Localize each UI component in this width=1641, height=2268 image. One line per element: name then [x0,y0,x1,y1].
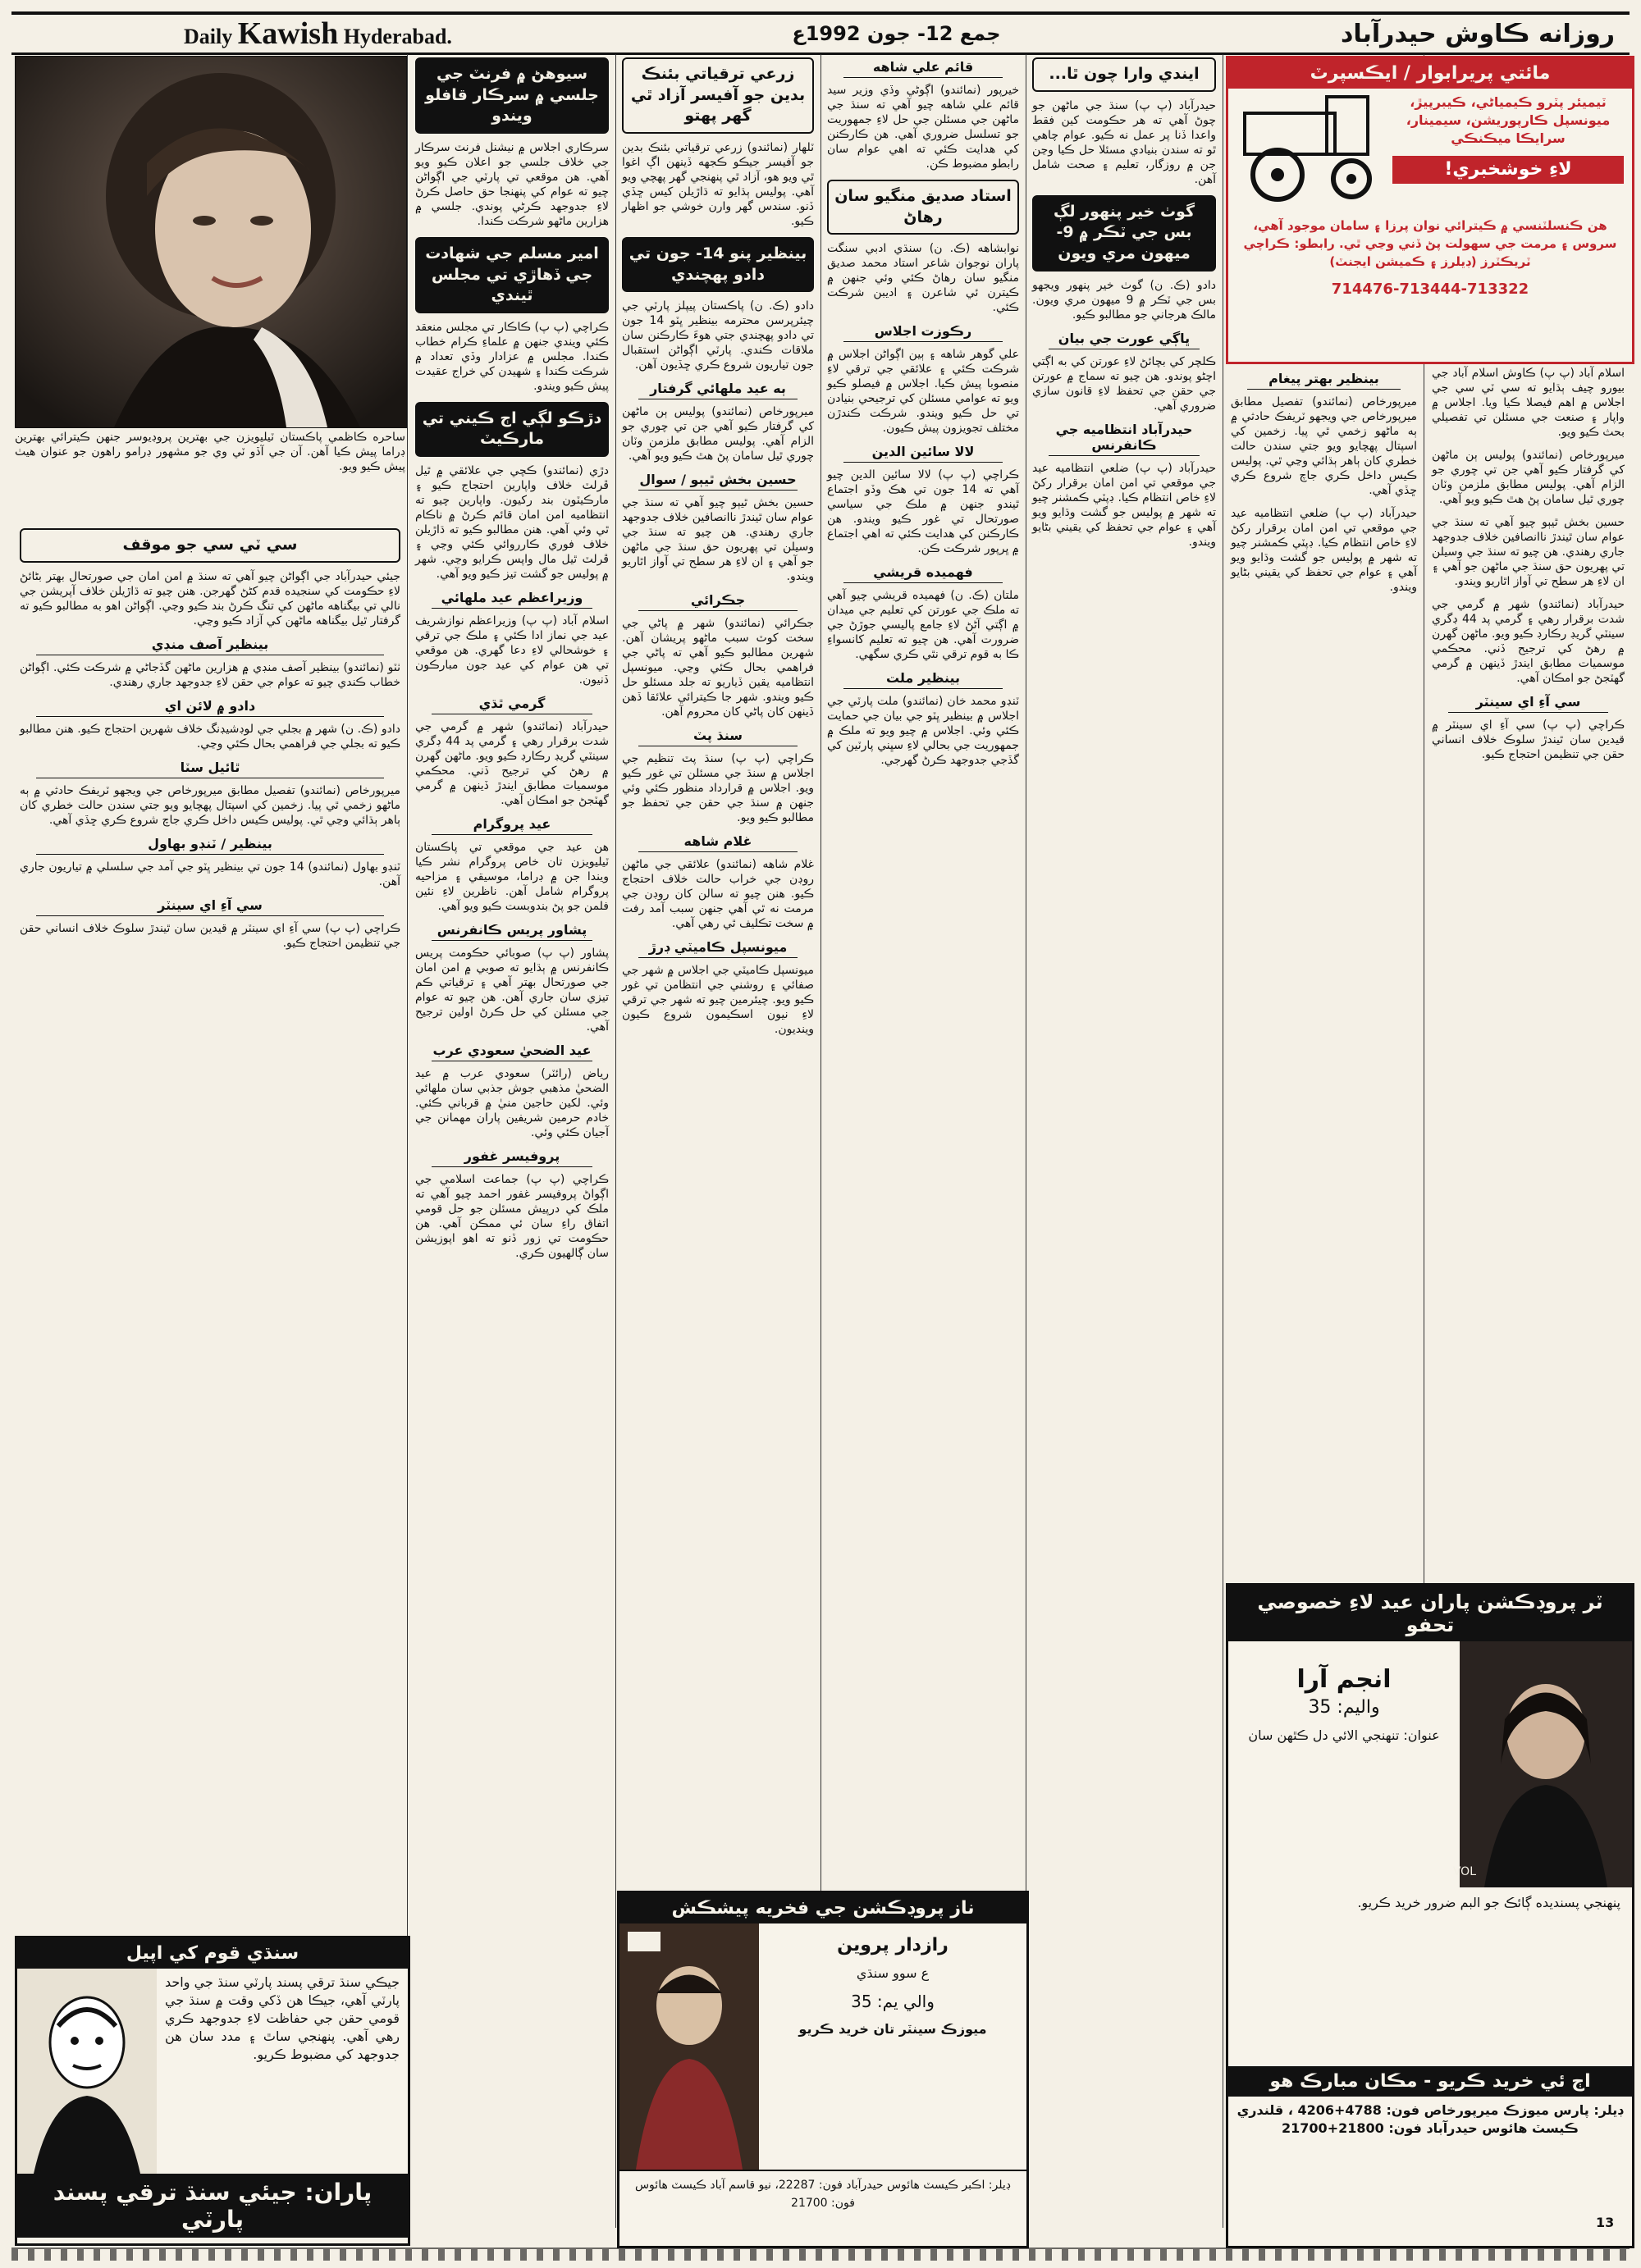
article [1032,57,1216,187]
article [20,528,400,628]
article-body: ڪراچي (پ پ) لالا سائين الدين چيو آهي ته 14 جون تي هڪ وڏو اجتماع ٿيندو جنهن ۾ ملڪ جي سياسي صورتحال تي غور ڪيو ويندو. هن ڪارڪنن کي هدايت ڪئي ته اهي اجتماع ۾ ڀرپور شرڪت ڪن. [827,468,1020,556]
ad-body: پنهنجي پسنديده ڳائڪ جو البم ضرور خريد ڪريو. [1357,1895,1620,1910]
article [415,922,609,1034]
article-body: ميرپورخاص (نمائندو) تفصيل مطابق ميرپورخاص جي ويجهو ٽريفڪ حادثي ۾ ٻه ماڻهو زخمي ٿي پيا. زخمين کي اسپتال پهچايو ويو جتي سندن حالت خطري کان ٻاهر ٻڌائي وڃي ٿي. پوليس ڪيس داخل ڪري جاچ شروع ڪري ڇڏي آهي. [20,783,400,827]
svg-text:VOL: VOL [1452,1865,1476,1878]
column-4 [822,54,1024,1883]
article-body: ميرپورخاص (نمائندو) پوليس ٻن ماڻهن کي گرفتار ڪيو آهي جن تي چوري جو الزام آهي. پوليس مطابق ملزمن وٽان چوري ٿيل سامان پڻ هٿ ڪيو ويو آهي. [622,405,814,463]
column-5 [1027,54,1221,2228]
article-body: دادو (ڪ. ن) گوٺ خير پنهور ويجهو بس جي ٽڪر ۾ 9 ميهون مري ويون. مالڪ هرجاني جو مطالبو ڪيو. [1032,278,1216,322]
article-body: حسين بخش ٿيٻو چيو آهي ته سنڌ جي عوام سان ٿيندڙ ناانصافين خلاف جدوجهد جاري رهندي. هن چيو ته سنڌ جي وسيلن تي پهريون حق سنڌ جي ماڻهن جو آهي ۽ ان لاءِ هر سطح تي آواز اٿاريو ويندو. [1432,516,1625,588]
article [415,696,609,808]
article [20,897,400,951]
portrait-sketch [17,1969,157,2174]
article [1231,506,1417,595]
article-subhead: بينظير ملت [843,670,1003,689]
article-headline: سي ٽي سي جو موقف [20,528,400,563]
ad-footer: پاران: جيئي سنڌ ترقي پسند پارٽي [17,2174,408,2238]
article [827,59,1019,171]
article-headline: استاد صديق منگيو سان رهاڻ [827,180,1019,235]
article [20,760,400,828]
article [20,637,400,690]
article-body: رياض (رائٽر) سعودي عرب ۾ عيد الضحيٰ مذهبي جوش جذبي سان ملهائي وئي. لکين حاجين منيٰ ۾ قرباني ڪئي. خادم حرمين شريفين پاران مهمانن جي آجيان ڪئي وئي. [415,1067,609,1140]
article [1432,448,1625,507]
masthead [11,11,1630,55]
article-subhead: بينظير / ٽنڊو بهاول [36,836,384,855]
article [415,237,609,394]
article-body: ڪراچي (پ پ) جماعت اسلامي جي اڳواڻ پروفيسر غفور احمد چيو آهي ته ملڪ کي درپيش مسئلن جو حل قومي اتفاق راءِ سان ئي ممڪن آهي. هن حڪومت تي زور ڏنو ته اهو اپوزيشن سان ڳالهيون ڪري. [415,1173,609,1261]
article-body: دادو (ڪ. ن) پاڪستان پيپلز پارٽي جي چيئرپرسن محترمه بينظير ڀٽو 14 جون تي دادو پهچندي جتي هوءَ ڪارڪنن سان ملاقات ڪندي. پارٽي اڳواڻن استقبال جون تياريون شروع ڪري ڇڏيون آهن. [622,299,814,372]
article [1432,515,1625,589]
article-body: ميرپورخاص (نمائندو) تفصيل مطابق ميرپورخاص جي ويجهو ٽريفڪ حادثي ۾ ٻه ماڻهو زخمي ٿي پيا. زخمين کي اسپتال پهچايو ويو جتي سندن حالت خطري کان ٻاهر ٻڌائي وڃي ٿي. پوليس ڪيس داخل ڪري جاچ شروع ڪري ڇڏي آهي. [1231,395,1417,497]
ad-details: هن ڪنسلٽنسي ۾ ڪيترائي نوان پرزا ۽ سامان موجود آهي، سروس ۽ مرمت جي سهولت پڻ ڏني وڃي ٿي. رابطو: ڪراچي ٽريڪٽرز (ڊيلرز ۽ ڪميشن ايجنٽ) [1243,218,1617,269]
article [1032,331,1216,413]
photo-caption: ساحره ڪاظمي پاڪستان ٽيليويزن جي بهترين پروڊيوسر جنهن ڪيترائي بهترين ڊراما پيش ڪيا آهن. آن جي آڏو ٽي وي جو مشهور ڊرامو راهون جو عنوان هيٺ پيش ڪيو ويو. [15,431,405,473]
article-subhead: پشاور پريس ڪانفرنس [432,922,592,941]
article-subhead: پروفيسر غفور [432,1148,592,1167]
masthead-prefix: Daily [184,25,233,48]
article-headline: ايندي وارا چون ٿا... [1032,57,1216,92]
article-body: ڪراچي (پ پ) سي آءِ اي سينٽر ۾ قيدين سان ٿيندڙ سلوڪ خلاف انساني حقن جي تنظيمن احتجاج ڪيو. [1432,719,1625,761]
article-subhead: بينظير بهتر پيغام [1247,371,1401,390]
article [622,833,814,931]
article-subhead: بينظير آصف منڊي [36,637,384,655]
article [622,57,814,229]
article [622,237,814,372]
article-body: جڪرائي (نمائندو) شهر ۾ پاڻي جي سخت کوٽ سبب ماڻهو پريشان آهن. شهرين مطالبو ڪيو آهي ته پاڻي جي فراهمي بحال ڪئي وڃي. ميونسپل انتظاميه يقين ڏياريو ته جلد مسئلو حل ڪيو ويندو. شهر جا ڪيترائي علائقا ڏهن ڏينهن کان پاڻي کان محروم آهن. [622,617,814,719]
ad-services: ٽيميئر پٽرو ڪيمياڻي، ڪيبرپيڙ، ميونسپل ڪارپوريشن، سيمينار، سرايڪا ميڪنڪي [1406,94,1611,146]
article [415,57,609,229]
article [622,592,814,719]
page-number: 13 [1596,2215,1615,2230]
column-rule [407,54,408,2228]
article-subhead: ٿائيل سٽا [36,760,384,778]
article [827,444,1019,556]
ad-headline: ٽر پروڊڪشن پاران عيد لاءِ خصوصي تحفو [1228,1586,1632,1641]
article [622,381,814,463]
article-body: علي گوهر شاهه ۽ ٻين اڳواڻن اجلاس ۾ شرڪت ڪئي ۽ علائقي جي ترقي لاءِ منصوبا پيش ڪيا. اجلاس ۾ فيصلو ڪيو ويو ته عوامي مسئلن کي ترجيحي بنيادن تي حل ڪيو ويندو. شرڪت ڪندڙن مختلف تجويزون پيش ڪيون. [827,348,1019,436]
party-appeal-ad [15,1936,410,2246]
portrait-photo [15,56,407,428]
eid-album-ad [1226,1583,1634,2248]
article [1432,597,1625,686]
album-cover [1452,1641,1632,1887]
article-body: حسين بخش ٿيٻو چيو آهي ته سنڌ جي عوام سان ٿيندڙ ناانصافين خلاف جدوجهد جاري رهندي. هن چيو ته سنڌ جي وسيلن تي پهريون حق سنڌ جي ماڻهن جو آهي ۽ ان لاءِ هر سطح تي آواز اٿاريو ويندو. [622,496,814,584]
ad-volume: واليم: 35 [1308,1697,1380,1718]
article [827,670,1019,768]
article-body: ڪراچي (پ پ) سنڌ پٽ تنظيم جي اجلاس ۾ سنڌ جي مسئلن تي غور ڪيو ويو. اجلاس ۾ قرارداد منظور ڪئي وئي جنهن ۾ سنڌ جي حقن جي تحفظ جو مطالبو ڪيو ويو. [622,752,814,825]
article-subhead: ڀاڳي عورت جي بيان [1049,331,1200,349]
column-3 [617,54,819,1883]
column-7 [1427,366,1630,1572]
article-subhead: فهميده قريشي [843,564,1003,583]
article-subhead: حيدرآباد انتظاميه جي ڪانفرنس [1049,422,1200,456]
article-subhead: سي آءِ اي سينٽر [36,897,384,916]
ad-artist: انجم آرا [1296,1665,1392,1694]
article-body: هن عيد جي موقعي تي پاڪستان ٽيليويزن تان خاص پروگرام نشر ڪيا ويندا جن ۾ ڊراما، موسيقي ۽ مزاحيه پروگرام شامل آهن. ناظرين لاءِ نئين فلمن جو پڻ بندوبست ڪيو ويو آهي. [415,841,609,914]
ad-dealers: ڊيلر: پارس ميوزڪ ميرپورخاص فون: 4788+4206 ، قلندري ڪيسٽ هائوس حيدرآباد فون: 21800+21700 [1236,2102,1624,2136]
article-body: نوابشاهه (ڪ. ن) سنڌي ادبي سنگت پاران نوجوان شاعر استاد محمد صديق منگيو سان رهاڻ ڪئي وئي جنهن ۾ ڪيترن ئي شاعرن ۽ اديبن شرڪت ڪئي. [827,242,1019,315]
article [1032,195,1216,322]
tractor-icon [1228,89,1384,212]
article-body: حيدرآباد (نمائندو) شهر ۾ گرمي جي شدت برقرار رهي ۽ گرمي پد 44 ڊگري سينٽي گريڊ رڪارڊ ڪيو ويو. ماڻهن گهرن ۾ رهڻ کي ترجيح ڏني. محڪمي موسميات مطابق ايندڙ ڏينهن ۾ گرمي گهٽجڻ جو امڪان آهي. [1432,598,1625,685]
article [1032,422,1216,550]
article-body: دادو (ڪ. ن) شهر ۾ بجلي جي لوڊشيڊنگ خلاف شهرين احتجاج ڪيو. هنن مطالبو ڪيو ته بجلي جي فراهمي بحال ڪئي وڃي. [20,722,400,751]
article-subhead: سي آءِ اي سينٽر [1448,694,1608,713]
article [415,1148,609,1261]
article-subhead: وزيراعظم عيد ملهائي [432,590,592,609]
masthead-city: Hyderabad. [343,25,452,48]
article-headline: امير مسلم جي شهادت جي ڏهاڙي تي مجلس ٿيندي [415,237,609,313]
tractor-dealer-ad [1226,56,1634,364]
ad-headline: سنڌي قوم کي اپيل [17,1938,408,1969]
article-body: ميونسپل ڪاميٽي جي اجلاس ۾ شهر جي صفائي ۽ روشني جي انتظامن تي غور ڪيو ويو. چيئرمين چيو ته شهر جي ترقي لاءِ نيون اسڪيمون شروع ڪيون وينديون. [622,964,814,1037]
article-body: ميرپورخاص (نمائندو) پوليس ٻن ماڻهن کي گرفتار ڪيو آهي جن تي چوري جو الزام آهي. پوليس مطابق ملزمن وٽان چوري ٿيل سامان پڻ هٿ ڪيو ويو آهي. [1432,449,1625,506]
portrait-illustration [16,57,406,427]
ad-song-title: عنوان: تنهنجي الائي دل ڪٿهن سان [1248,1727,1440,1743]
column-left-briefs [15,525,405,1919]
ad-volume: والي يم: 35 [851,1992,935,2011]
article [415,816,609,914]
article-body: ٺٽو (نمائندو) بينظير آصف منڊي ۾ هزارين ماڻهن گڏجاڻي ۾ شرڪت ڪئي. اڳواڻن خطاب ڪندي چيو ته عوام جي حقن لاءِ جدوجهد جاري رهندي. [20,660,400,689]
article-body: اسلام آباد (پ پ) وزيراعظم نوازشريف عيد جي نماز ادا ڪئي ۽ ملڪ جي ترقي ۽ خوشحالي لاءِ دعا گهري. هن موقعي تي هن عوام کي عيد جون مبارڪون ڏنيون. [415,614,609,687]
article [20,698,400,751]
article-body: حيدرآباد (پ پ) ضلعي انتظاميه عيد جي موقعي تي امن امان برقرار رکڻ لاءِ خاص انتظام ڪيا. ڊپٽي ڪمشنر چيو ته شهر ۾ پوليس جو گشت وڌايو ويو آهي ۽ عوام جي تحفظ کي يقيني بڻايو ويندو. [1231,507,1417,594]
ad-good-news: لاءِ خوشخبري! [1392,156,1624,184]
article [415,590,609,687]
article-subhead: غلام شاهه [638,833,798,852]
ad-phone: 714476-713444-713322 [1331,281,1529,298]
article-body: ڪلچر کي بچائڻ لاءِ عورتن کي به اڳتي اچڻو پوندو. هن چيو ته سماج ۾ عورتن جي حقن جي تحفظ لاءِ قانون سازي ضروري آهي. [1032,354,1216,413]
article [1432,694,1625,762]
ad-body: جيڪي سنڌ ترقي پسند پارٽي سنڌ جي واحد پارٽي آهي، جيڪا هن ڏکي وقت ۾ سنڌ جي قومي حقن جي حفاظت لاءِ جدوجهد ڪري رهي آهي. پنهنجي ساٿ ۽ مدد سان هن جدوجهد کي مضبوط ڪريو. [165,1974,400,2062]
article [827,180,1019,315]
article [622,472,814,584]
article-body: خيرپور (نمائندو) اڳوڻي وڏي وزير سيد قائم علي شاهه چيو آهي ته سنڌ جي ماڻهن جي مسئلن جي حل لاءِ جمهوريت جو تسلسل ضروري آهي. هن ڪارڪنن کي هدايت ڪئي ته اهي عوام سان رابطو مضبوط ڪن. [827,84,1019,171]
article-subhead: دادو ۾ لائن اي [36,698,384,717]
article-body: ڪراچي (پ پ) ڪاڪار تي مجلس منعقد ڪئي ويندي جنهن ۾ علماءِ ڪرام خطاب ڪندا. مجلس ۾ عزادار وڏي تعداد ۾ شرڪت ڪندا ۽ شهيدن کي خراج عقيدت پيش ڪيو ويندو. [415,320,609,393]
article [1432,366,1625,440]
ad-dealers: ڊيلر: اڪبر ڪيسٽ هائوس حيدرآباد فون: 22287، نيو قاسم آباد ڪيسٽ هائوس فون: 21700 [619,2170,1026,2217]
masthead-title: Kawish [237,16,339,51]
ad-headline: ناز پروڊڪشن جي فخريه پيشڪش [619,1893,1026,1923]
article-subhead: سنڌ پٽ [638,728,798,746]
article [622,939,814,1037]
article-body: حيدرآباد (پ پ) ضلعي انتظاميه عيد جي موقعي تي امن امان برقرار رکڻ لاءِ خاص انتظام ڪيا. ڊپٽي ڪمشنر چيو ته شهر ۾ پوليس جو گشت وڌايو ويو آهي ۽ عوام جي تحفظ کي يقيني بڻايو ويندو. [1032,461,1216,549]
ad-headline: مائتي پريرابوار / ايڪسپرٽ [1228,58,1632,89]
article-body: ملتان (ڪ. ن) فهميده قريشي چيو آهي ته ملڪ جي عورتن کي تعليم جي ميدان ۾ اڳتي آڻڻ لاءِ جامع پاليسي جوڙڻ جي ضرورت آهي. هن چيو ته تعليم کانسواءِ ڪا به قوم ترقي نٿي ڪري سگهي. [827,589,1019,662]
article-headline: دڙڪو لڳي اڄ ڪيني تي مارڪيٽ [415,402,609,457]
article-headline: گوٺ خير پنهور لڳ بس جي ٽڪر ۾ 9- ميهون مري ويون [1032,195,1216,272]
article-body: سرڪاري اجلاس ۾ نيشنل فرنٽ سرڪار جي خلاف جلسي جو اعلان ڪيو ويو آهي. هن موقعي تي پارٽي جي اڳواڻن چيو ته عوام کي پنهنجا حق حاصل ڪرڻ لاءِ جدوجهد ڪرڻي پوندي. جلسي ۾ هزارين ماڻهو شرڪت ڪندا. [415,140,609,228]
article-body: پشاور (پ پ) صوبائي حڪومت پريس ڪانفرنس ۾ ٻڌايو ته صوبي ۾ امن امان جي صورتحال بهتر آهي ۽ ترقياتي ڪم تيزي سان جاري آهن. هن چيو ته عوام جي مسئلن کي حل ڪرڻ اولين ترجيح آهي. [415,947,609,1034]
article-subhead: لالا سائين الدين [843,444,1003,463]
ad-subtitle: ع سوو سنڌي [856,1965,930,1981]
article [1231,371,1417,498]
article [827,564,1019,662]
ad-artist: رازدار پروين [837,1935,948,1955]
ad-cta: ميوزڪ سينٽر تان خريد ڪريو [798,2021,987,2037]
article-headline: سيوهڻ ۾ فرنٽ جي جلسي ۾ سرڪار قافلو ويندو [415,57,609,134]
article-headline: زرعي ترقياتي بئنڪ بدين جو آفيسر آزاد ٿي گهر پهتو [622,57,814,134]
cassette-cover [619,1923,759,2170]
article-body: ٽلهار (نمائندو) زرعي ترقياتي بئنڪ بدين جو آفيسر جيڪو ڪجهه ڏينهن اڳ اغوا ٿي ويو هو، آزاد ٿي پنهنجي گهر پهچي ويو آهي. پوليس ٻڌايو ته ڌاڙيلن کيس ڇڏي ڏنو. سندس گهر وارن خوشي جو اظهار ڪيو. [622,140,814,228]
article [20,836,400,889]
ad-cta: اڄ ئي خريد ڪريو - مڪان مبارڪ هو [1228,2066,1632,2097]
article-body: ڪراچي (پ پ) سي آءِ اي سينٽر ۾ قيدين سان ٿيندڙ سلوڪ خلاف انساني حقن جي تنظيمن احتجاج ڪيو. [20,921,400,950]
article-subhead: حسين بخش ٿيٻو / سوال [638,472,798,491]
article [827,323,1019,436]
article [415,1043,609,1140]
article-headline: بينظير پنو 14- جون تي دادو پهچندي [622,237,814,292]
article-subhead: گرمي ٿڌي [432,696,592,714]
article-body: اسلام آباد (پ پ) ڪاوش اسلام آباد جي بيورو چيف ٻڌايو ته سي ٽي سي جي اجلاس ۾ اهم فيصلا ڪيا ويا. اجلاس ۾ واپار ۽ صنعت جي مسئلن تي تفصيلي بحث ڪيو ويو. [1432,367,1625,439]
article-subhead: ٻه عيد ملهائي گرفتار [638,381,798,399]
bottom-ornament [11,2247,1630,2261]
article [622,728,814,825]
column-2 [410,54,614,2236]
issue-date: جمع 12- جون 1992ع [792,22,1001,45]
article-subhead: جڪرائي [638,592,798,611]
article-subhead: عيد الضحيٰ سعودي عرب [432,1043,592,1061]
article [415,402,609,582]
article-body: حيدرآباد (نمائندو) شهر ۾ گرمي جي شدت برقرار رهي ۽ گرمي پد 44 ڊگري سينٽي گريڊ رڪارڊ ڪيو ويو. ماڻهن گهرن ۾ رهڻ کي ترجيح ڏني. محڪمي موسميات مطابق ايندڙ ڏينهن ۾ گرمي گهٽجڻ جو امڪان آهي. [415,720,609,808]
article-subhead: ميونسپل ڪاميٽي ڊرڙ [638,939,798,958]
article-subhead: قائم علي شاهه [843,59,1003,78]
music-release-ad [617,1891,1029,2248]
column-6 [1226,366,1422,1572]
article-body: حيدرآباد (پ پ) سنڌ جي ماڻهن جو چوڻ آهي ته هر حڪومت کين فقط واعدا ڏنا پر عمل نه ڪيو. عوام چاهي ٿو ته سندن بنيادي مسئلا حل ڪيا وڃن جن ۾ روزگار، تعليم ۽ صحت شامل آهن. [1032,98,1216,186]
article-body: ٽنڊو بهاول (نمائندو) 14 جون تي بينظير ڀٽو جي آمد جي سلسلي ۾ تياريون جاري آهن. [20,860,400,888]
urdu-masthead: روزانه ڪاوش حيدرآباد [1340,19,1615,48]
article-subhead: عيد پروگرام [432,816,592,835]
column-rule [615,54,616,2228]
article-subhead: رڪوزت اجلاس [843,323,1003,342]
english-masthead [11,16,452,52]
article-body: دڙي (نمائندو) ڪچي جي علائقي ۾ ٿيل ڦرلٽ خلاف واپارين احتجاج ڪيو ۽ مارڪيٽون بند رکيون. واپارين چيو ته انتظاميه امن امان قائم ڪرڻ ۾ ناڪام ٿي وئي آهي. هنن مطالبو ڪيو ته ڌاڙيلن خلاف فوري ڪارروائي ڪئي وڃي ۽ ڦرلٽ ٿيل مال واپس ڪرايو وڃي. شهر ۾ پوليس جو گشت تيز ڪيو ويو آهي. [415,464,609,582]
article-body: جيئي حيدرآباد جي اڳواڻن چيو آهي ته سنڌ ۾ امن امان جي صورتحال بهتر بڻائڻ لاءِ حڪومت کي سنجيده قدم کڻڻ گهرجن. هنن چيو ته ڌاڙيلن خلاف آپريشن جي نالي تي بيگناهه ماڻهن کي تنگ ڪرڻ بند ڪيو وڃي. اڳواڻن اهو به مطالبو ڪيو ته گرفتار ٿيل بيگناهه ماڻهن کي آزاد ڪيو وڃي. [20,569,400,627]
article-body: غلام شاهه (نمائندو) علائقي جي ماڻهن روڊن جي خراب حالت خلاف احتجاج ڪيو. هنن چيو ته سالن کان روڊن جي مرمت نه ٿي آهي جنهن سبب آمد رفت ۾ سخت تڪليف ٿي رهي آهي. [622,858,814,931]
article-body: ٽنڊو محمد خان (نمائندو) ملت پارٽي جي اجلاس ۾ بينظير ڀٽو جي بيان جي حمايت ڪئي وئي. اجلاس ۾ چيو ويو ته ملڪ ۾ جمهوريت جي بحالي لاءِ سڀني پارٽين کي گڏجي جدوجهد ڪرڻ گهرجي. [827,695,1019,768]
